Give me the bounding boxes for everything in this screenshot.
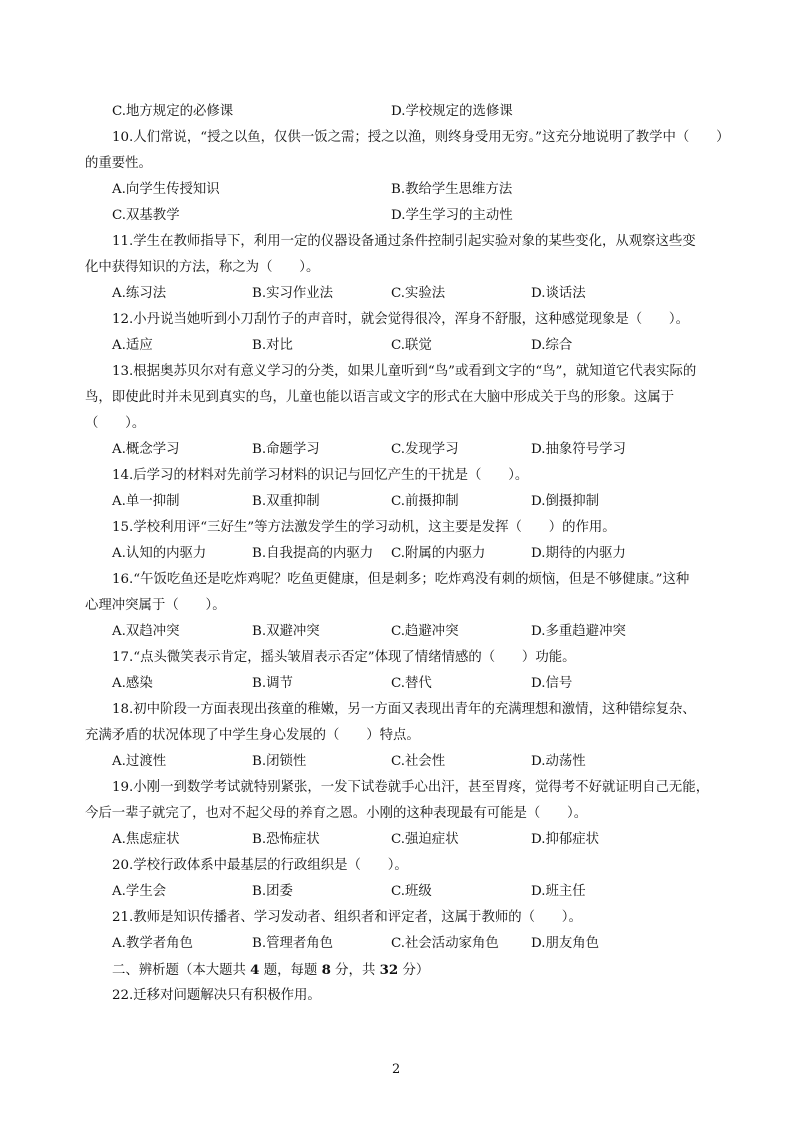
q14-stem-line-1: 14.后学习的材料对先前学习材料的识记与回忆产生的干扰是（ ）。: [112, 468, 529, 483]
q13-stem-line-1: 13.根据奥苏贝尔对有意义学习的分类，如果儿童听到“鸟”或看到文字的“鸟”，就知道它代表实际的: [112, 364, 697, 379]
q11-option-a: A.练习法: [112, 286, 167, 301]
q14-option-c: C.前摄抑制: [391, 494, 459, 509]
q12-option-c: C.联觉: [391, 338, 432, 353]
q12-option-d: D.综合: [531, 338, 573, 353]
q16-stem-line-1: 16.“午饭吃鱼还是吃炸鸡呢？吃鱼更健康，但是刺多；吃炸鸡没有刺的烦恼，但是不够健康。”这种: [112, 572, 690, 587]
q16-option-b: B.双避冲突: [252, 624, 320, 639]
q13-stem-line-3: （ ）。: [85, 416, 146, 431]
page-number: 2: [392, 1062, 401, 1077]
q21-option-c: C.社会活动家角色: [391, 936, 499, 951]
section-2-prefix: 二、辨析题（本大题共: [112, 963, 251, 978]
q19-stem-line-2: 今后一辈子就完了，也对不起父母的养育之恩。小刚的这种表现最有可能是（ ）。: [85, 806, 588, 821]
q10-option-c: C.双基教学: [112, 208, 180, 223]
q20-option-a: A.学生会: [112, 884, 167, 899]
q13-option-a: A.概念学习: [112, 442, 180, 457]
q11-option-b: B.实习作业法: [252, 286, 334, 301]
q17-option-a: A.感染: [112, 676, 153, 691]
q21-stem-line-1: 21.教师是知识传播者、学习发动者、组织者和评定者，这属于教师的（ ）。: [112, 910, 582, 925]
q18-stem-line-1: 18.初中阶段一方面表现出孩童的稚嫩，另一方面又表现出青年的充满理想和激情，这种错综复杂、: [112, 702, 696, 717]
q21-option-b: B.管理者角色: [252, 936, 334, 951]
section-2-mid1: 题，每题: [259, 963, 322, 978]
q16-stem-line-2: 心理冲突属于（ ）。: [85, 598, 226, 613]
q19-option-c: C.强迫症状: [391, 832, 459, 847]
q13-option-d: D.抽象符号学习: [531, 442, 626, 457]
q14-option-a: A.单一抑制: [112, 494, 180, 509]
q18-option-d: D.动荡性: [531, 754, 586, 769]
q15-stem-line-1: 15.学校利用评“三好生”等方法激发学生的学习动机，这主要是发挥（ ）的作用。: [112, 520, 616, 535]
q18-option-a: A.过渡性: [112, 754, 167, 769]
q13-option-b: B.命题学习: [252, 442, 320, 457]
q19-option-b: B.恐怖症状: [252, 832, 320, 847]
q9-option-c: C.地方规定的必修课: [112, 104, 234, 119]
section-2-score-each: 8: [321, 962, 331, 978]
q18-option-c: C.社会性: [391, 754, 446, 769]
q20-option-b: B.团委: [252, 884, 293, 899]
section-2-mid2: 分，共: [330, 963, 380, 978]
q19-option-a: A.焦虑症状: [112, 832, 180, 847]
q17-stem-line-1: 17.“点头微笑表示肯定，摇头皱眉表示否定”体现了情绪情感的（ ）功能。: [112, 650, 576, 665]
q11-stem-line-1: 11.学生在教师指导下，利用一定的仪器设备通过条件控制引起实验对象的某些变化，从观察这些变: [112, 234, 696, 249]
q10-stem-line-1: 10.人们常说，“授之以鱼，仅供一饭之需；授之以渔，则终身受用无穷。”这充分地说明了教学中（ ）: [112, 130, 730, 145]
q22-stem: 22.迁移对问题解决只有积极作用。: [112, 988, 321, 1003]
q12-option-a: A.适应: [112, 338, 153, 353]
section-2-suffix: 分）: [398, 963, 430, 978]
q10-stem-line-2: 的重要性。: [85, 156, 152, 171]
q12-option-b: B.对比: [252, 338, 293, 353]
q20-option-c: C.班级: [391, 884, 432, 899]
q16-option-c: C.趋避冲突: [391, 624, 459, 639]
q17-option-d: D.信号: [531, 676, 573, 691]
q12-stem-line-1: 12.小丹说当她听到小刀刮竹子的声音时，就会觉得很冷，浑身不舒服，这种感觉现象是（ ）。: [112, 312, 689, 327]
q15-option-b: B.自我提高的内驱力: [252, 546, 374, 561]
q13-option-c: C.发现学习: [391, 442, 459, 457]
q14-option-b: B.双重抑制: [252, 494, 320, 509]
q10-option-a: A.向学生传授知识: [112, 182, 220, 197]
q18-stem-line-2: 充满矛盾的状况体现了中学生身心发展的（ ）特点。: [85, 728, 420, 743]
q9-option-d: D.学校规定的选修课: [391, 104, 513, 119]
section-2-heading: [112, 962, 429, 979]
q11-stem-line-2: 化中获得知识的方法，称之为（ ）。: [85, 260, 320, 275]
q19-option-d: D.抑郁症状: [531, 832, 600, 847]
q16-option-d: D.多重趋避冲突: [531, 624, 626, 639]
q15-option-c: C.附属的内驱力: [391, 546, 486, 561]
q16-option-a: A.双趋冲突: [112, 624, 180, 639]
q18-option-b: B.闭锁性: [252, 754, 307, 769]
q11-option-c: C.实验法: [391, 286, 446, 301]
q17-option-c: C.替代: [391, 676, 432, 691]
q21-option-a: A.教学者角色: [112, 936, 193, 951]
q20-option-d: D.班主任: [531, 884, 586, 899]
q14-option-d: D.倒摄抑制: [531, 494, 600, 509]
q21-option-d: D.朋友角色: [531, 936, 600, 951]
q19-stem-line-1: 19.小刚一到数学考试就特别紧张，一发下试卷就手心出汗，甚至胃疼，觉得考不好就证明自己无能，: [112, 780, 710, 795]
section-2-total: 32: [379, 962, 399, 978]
q17-option-b: B.调节: [252, 676, 293, 691]
q13-stem-line-2: 鸟，即使此时并未见到真实的鸟，儿童也能以语言或文字的形式在大脑中形成关于鸟的形象。这属于: [85, 390, 675, 405]
q15-option-a: A.认知的内驱力: [112, 546, 207, 561]
q11-option-d: D.谈话法: [531, 286, 586, 301]
section-2-count: 4: [250, 962, 260, 978]
q20-stem-line-1: 20.学校行政体系中最基层的行政组织是（ ）。: [112, 858, 408, 873]
q15-option-d: D.期待的内驱力: [531, 546, 626, 561]
q10-option-d: D.学生学习的主动性: [391, 208, 513, 223]
q10-option-b: B.教给学生思维方法: [391, 182, 513, 197]
